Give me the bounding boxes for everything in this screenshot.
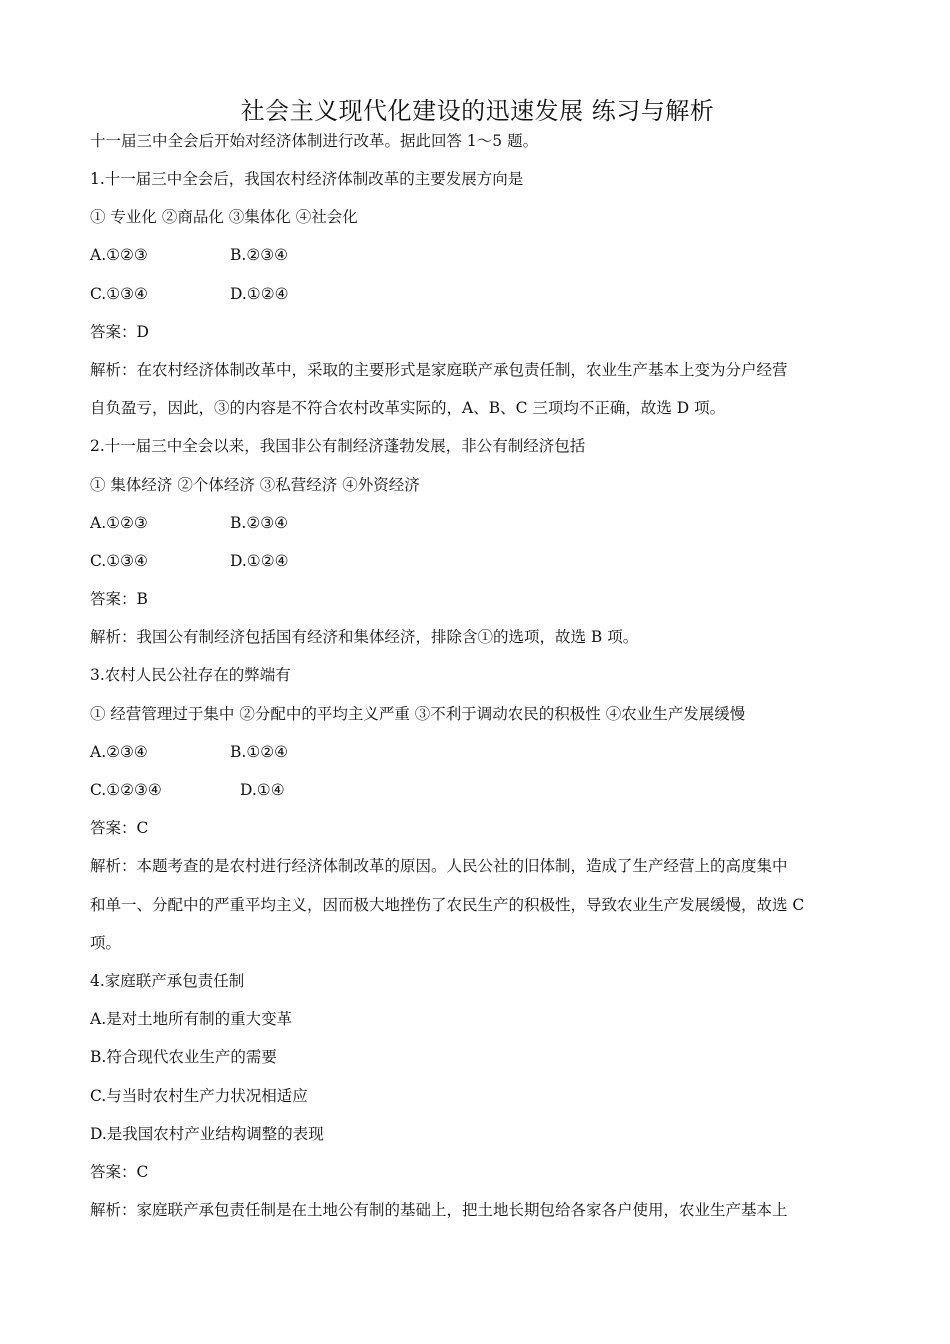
q1-option-d: D.①②④: [230, 284, 289, 303]
q3-stem: 3.农村人民公社存在的弊端有: [90, 666, 291, 685]
q1-analysis-line1: 解析：在农村经济体制改革中，采取的主要形式是家庭联产承包责任制，农业生产基本上变为分户经营: [90, 360, 788, 379]
q2-option-a: A.①②③: [90, 513, 148, 532]
q2-option-b: B.②③④: [230, 513, 289, 532]
q2-option-c: C.①③④: [90, 551, 148, 570]
q4-option-b: B.符合现代农业生产的需要: [90, 1048, 277, 1067]
q3-option-b: B.①②④: [230, 742, 289, 761]
q2-answer: 答案：B: [90, 590, 148, 609]
q4-stem: 4.家庭联产承包责任制: [90, 971, 245, 990]
q2-option-d: D.①②④: [230, 551, 289, 570]
q1-analysis-line2: 自负盈亏，因此，③的内容是不符合农村改革实际的，A、B、C 三项均不正确，故选 D 项。: [90, 399, 726, 418]
q2-options-cd: [90, 542, 865, 580]
q3-options-ab: [90, 733, 865, 771]
q1-options-ab: [90, 236, 865, 274]
q1-option-c: C.①③④: [90, 284, 148, 303]
q3-analysis-line3: 项。: [90, 933, 122, 952]
q4-answer: 答案：C: [90, 1162, 149, 1181]
q3-analysis-line1: 解析：本题考查的是农村进行经济体制改革的原因。人民公社的旧体制，造成了生产经营上的高度集中: [90, 857, 788, 876]
q3-option-a: A.②③④: [90, 742, 148, 761]
q4-option-c: C.与当时农村生产力状况相适应: [90, 1086, 308, 1105]
q3-option-d: D.①④: [240, 781, 285, 799]
q1-stem: 1.十一届三中全会后，我国农村经济体制改革的主要发展方向是: [90, 170, 524, 188]
intro-text: 十一届三中全会后开始对经济体制进行改革。据此回答 1～5 题。: [90, 132, 539, 150]
q4-option-a: A.是对土地所有制的重大变革: [90, 1010, 293, 1029]
q2-stem: 2.十一届三中全会以来，我国非公有制经济蓬勃发展，非公有制经济包括: [90, 437, 586, 456]
q2-items: ① 集体经济 ②个体经济 ③私营经济 ④外资经济: [90, 475, 420, 494]
q4-analysis-line1: 解析：家庭联产承包责任制是在土地公有制的基础上，把土地长期包给各家各户使用，农业生产基本上: [90, 1201, 788, 1220]
q4-option-d: D.是我国农村产业结构调整的表现: [90, 1124, 324, 1143]
q3-answer: 答案：C: [90, 819, 149, 838]
q1-answer: 答案：D: [90, 322, 149, 341]
q2-options-ab: [90, 504, 865, 542]
q3-option-c: C.①②③④: [90, 781, 162, 799]
q3-options-cd: [90, 771, 865, 809]
page-title: 社会主义现代化建设的迅速发展 练习与解析: [240, 97, 715, 125]
q1-items: ① 专业化 ②商品化 ③集体化 ④社会化: [90, 208, 358, 227]
q3-items: ① 经营管理过于集中 ②分配中的平均主义严重 ③不利于调动农民的积极性 ④农业生产发展缓慢: [90, 704, 746, 723]
q1-option-a: A.①②③: [90, 246, 148, 265]
q2-analysis-line1: 解析：我国公有制经济包括国有经济和集体经济，排除含①的选项，故选 B 项。: [90, 628, 639, 647]
q1-options-cd: [90, 275, 865, 313]
q3-analysis-line2: 和单一、分配中的严重平均主义，因而极大地挫伤了农民生产的积极性，导致农业生产发展缓慢，故选 C: [90, 895, 805, 914]
q1-option-b: B.②③④: [230, 246, 289, 265]
document-page: [90, 92, 865, 1229]
